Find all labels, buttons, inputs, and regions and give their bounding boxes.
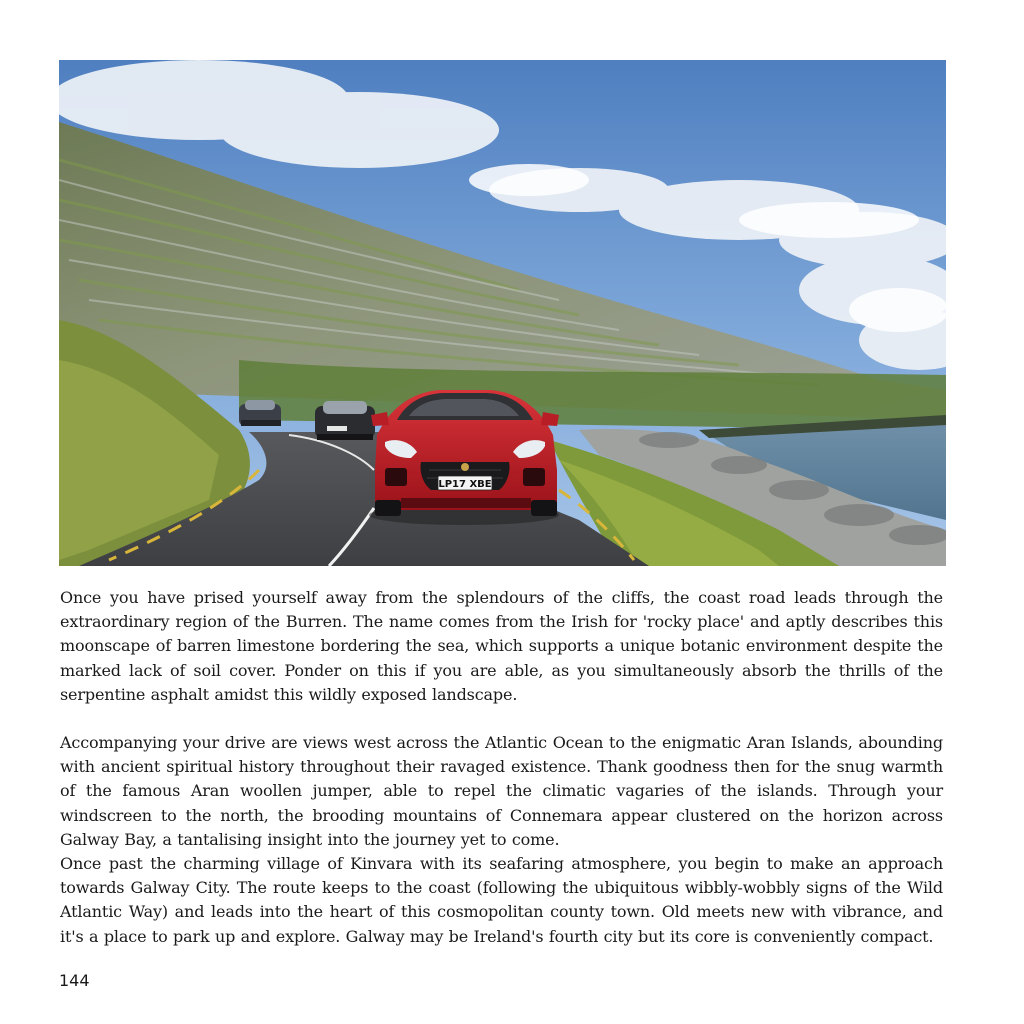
page-number: 144 [59, 971, 90, 990]
paragraph: Once past the charming village of Kinvara with its seafaring atmosphere, you begin to make an approach towards Galway City. The route keeps to the coast (following the ubiquitous wibbly-wobbly signs of the Wild Atlantic Way) and leads into the heart of this cosmopolitan county town. Old meets new with vibrance, and it's a place to park up and explore. Galway may be Ireland's fourth city but its core is conveniently compact. [60, 854, 943, 946]
photo-burren-coast-road [59, 60, 946, 566]
photo-illustration [59, 60, 946, 566]
paragraph: Once you have prised yourself away from the splendours of the cliffs, the coast road leads through the extraordinary region of the Burren. The name comes from the Irish for 'rocky place' and aptly describes this moonscape of barren limestone bordering the sea, which supports a unique botanic environment despite the marked lack of soil cover. Ponder on this if you are able, as you simultaneously absorb the thrills of the serpentine asphalt amidst this wildly exposed landscape. [60, 588, 943, 704]
background-car-2 [315, 401, 375, 440]
license-plate-text: LP17 XBE [438, 479, 492, 490]
red-sports-car [369, 390, 559, 525]
paragraph: Accompanying your drive are views west across the Atlantic Ocean to the enigmatic Aran Islands, abounding with ancient spiritual history throughout their ravaged existence. Thank goodness then for the snug warmth of the famous Aran woollen jumper, able to repel the climatic vagaries of the islands. Through your windscreen to the north, the brooding mountains of Connemara appear clustered on the horizon across Galway Bay, a tantalising insight into the journey yet to come. [60, 733, 943, 849]
body-text [60, 586, 943, 949]
background-car-1 [239, 400, 281, 426]
